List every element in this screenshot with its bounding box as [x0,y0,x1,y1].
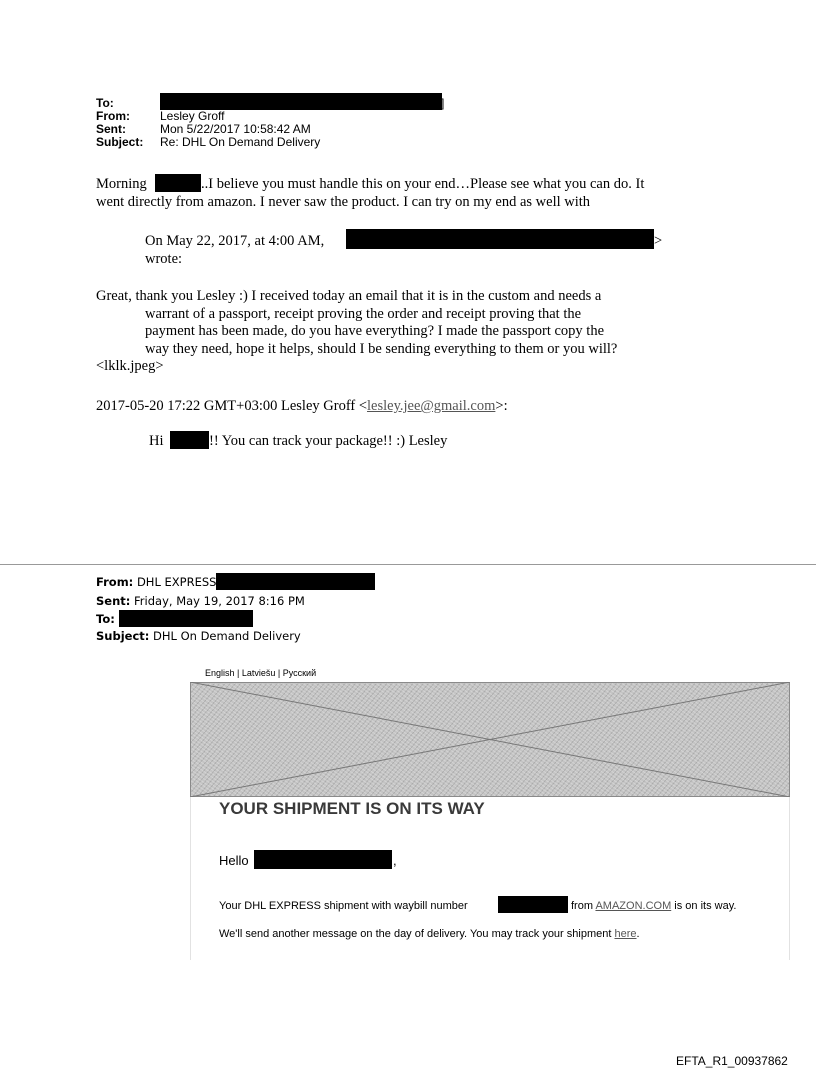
redacted-dhl-address [216,573,375,590]
body-line-2: went directly from amazon. I never saw the product. I can try on my end as well with [96,194,591,210]
redacted-recipient [160,93,445,110]
subject-label: Subject: [96,135,144,149]
body-line-1: ..I believe you must handle this on your end…Please see what you can do. It [201,176,645,192]
tracking-text: We'll send another message on the day of delivery. You may track your shipment [219,928,612,940]
shipment-from-word: from [571,900,593,912]
tracking-link[interactable]: here [614,928,637,940]
page-divider [0,564,816,565]
quote-prefix: On May 22, 2017, at 4:00 AM, [145,233,325,249]
from-label: From: [96,109,130,123]
email2-sent-label: Sent: [96,594,131,608]
reply-line-4: way they need, hope it helps, should I be sending everything to them or you will? [145,341,618,357]
reply-line-3: payment has been made, do you have everything? I made the passport copy the [145,323,605,339]
reply-line-2: warrant of a passport, receipt proving the order and receipt proving that the [145,306,582,322]
date-line [96,397,508,415]
broken-image-icon [190,682,790,797]
tracking-period: . [636,928,640,940]
redacted-sender [346,229,654,249]
email2-sent-value: Friday, May 19, 2017 8:16 PM [134,594,305,608]
date-line-prefix: 2017-05-20 17:22 GMT+03:00 Lesley Groff < [96,398,368,414]
email2-from-label: From: [96,575,134,589]
attachment-name: <lklk.jpeg> [96,358,164,374]
email2-from-row [96,575,216,590]
reply-line-1: Great, thank you Lesley :) I received today an email that it is in the custom and needs a [96,288,602,304]
email2-subject-value: DHL On Demand Delivery [153,629,301,643]
subject-value: Re: DHL On Demand Delivery [160,135,321,149]
quote-suffix: > [654,233,663,249]
email2-to-label: To: [96,612,115,626]
missing-image-placeholder [190,682,790,797]
hi-word: Hi [149,433,164,449]
from-value: Lesley Groff [160,109,225,123]
sent-value: Mon 5/22/2017 10:58:42 AM [160,122,311,136]
email2-subject-label: Subject: [96,629,150,643]
redacted-customer-name [254,850,392,869]
hello-comma: , [393,853,397,868]
shipment-text-suffix [571,900,736,912]
redacted-recipient-2 [119,610,253,627]
morning-word: Morning [96,176,147,192]
language-selector[interactable]: English | Latviešu | Русский [205,668,317,678]
shipment-on-its-way: is on its way. [674,900,737,912]
to-trailing-bracket: ] [441,96,445,110]
document-id: EFTA_R1_00937862 [676,1054,788,1068]
redacted-waybill [498,896,568,913]
tracking-line [219,928,640,940]
email2-to-row [96,612,115,627]
hi-rest: !! You can track your package!! :) Lesley [209,433,448,449]
redacted-name [155,174,201,192]
redacted-name-2 [170,431,209,449]
sent-label: Sent: [96,122,126,136]
quote-wrote: wrote: [145,251,183,267]
amazon-link[interactable]: AMAZON.COM [595,900,672,912]
shipment-text-prefix: Your DHL EXPRESS shipment with waybill number [219,900,468,912]
to-label: To: [96,96,114,110]
shipment-heading: YOUR SHIPMENT IS ON ITS WAY [219,799,485,818]
email2-subject-row [96,629,301,644]
email2-sent-row [96,594,305,609]
hello-word: Hello [219,853,249,868]
email-link[interactable]: lesley.jee@gmail.com [367,398,496,414]
email2-from-value: DHL EXPRESS [136,575,217,589]
date-line-suffix: >: [495,398,508,414]
